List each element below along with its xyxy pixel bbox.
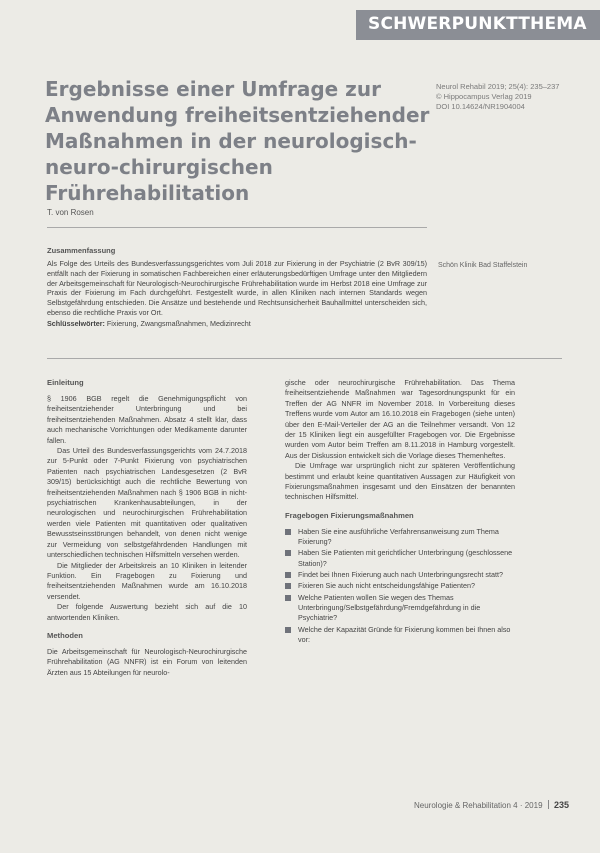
journal-name: Neurologie & Rehabilitation 4 · 2019 (414, 801, 543, 810)
list-item: Haben Sie eine ausführliche Verfahrensanweisung zum Thema Fixierung? (285, 527, 515, 547)
list-item: Fixieren Sie auch nicht entscheidungsfähige Patienten? (285, 581, 515, 591)
square-bullet-icon (285, 627, 291, 633)
section-label: SCHWERPUNKTTHEMA (368, 14, 587, 34)
doi-line: DOI 10.14624/NR1904004 (436, 102, 525, 111)
square-bullet-icon (285, 529, 291, 535)
abstract-heading: Zusammenfassung (47, 246, 116, 255)
list-item: Haben Sie Patienten mit gerichtlicher Unterbringung (geschlossene Station)? (285, 548, 515, 568)
intro-heading: Einleitung (47, 378, 84, 387)
keywords-label: Schlüsselwörter: (47, 318, 105, 328)
abstract-text: Als Folge des Urteils des Bundesverfassungsgerichtes vom Juli 2018 zur Fixierung in der Psychiatrie (2 BvR 309/15) entfällt nach der Fixierung in somatischen Fachbereichen einer erläuterungsbedürftigen Umfrage unter den Mitgliedern der Arbeitsgemeinschaft für Neurologisch-Neurochirurgische Frührehabilitation wurde im Herbst 2018 eine Umfrage zur Praxis der Fixierung im Fach durchgeführt. Festgestellt wurde, in allen Kliniken nach internen Standards wegen Selbstgefährdung entschieden. Die Ansätze und bestehende und Rechtsunsicherheit Bauhallmittel unterscheiden sich, ebenso die rechtliche Praxis vor Ort. (47, 259, 427, 317)
article-title: Ergebnisse einer Umfrage zur Anwendung freiheitsentziehender Maßnahmen in der neurologisch-neuro-chirurgischen Frührehabilitation (45, 77, 430, 205)
list-item: Findet bei Ihnen Fixierung auch nach Unterbringungsrecht statt? (285, 570, 515, 580)
affiliation-caption: Schön Klinik Bad Staffelstein (438, 262, 528, 269)
body-paragraph: gische oder neurochirurgische Frührehabilitation. Das Thema freiheitsentziehende Maßnahmen war Tagesordnungspunkt für ein Treffen der AG NNFR im November 2018. In Vorbereitung dieses Treffens wurde vom Autor am 16.10.2018 ein Fragebogen (siehe unten) über den E-Mail-Verteiler der AG an die Teilnehmer versandt. Von 12 der 15 Kliniken liegt ein ausgefüllter Fragebogen vor. Die Ergebnisse wurden vom Autor beim Treffen am 8.11.2018 in Hamburg vorgestellt. Aus der Diskussion entwickelt sich die Vorlage dieses Themenheftes. (285, 378, 515, 460)
divider (47, 358, 562, 359)
body-column-right (285, 378, 515, 646)
questionnaire-heading: Fragebogen Fixierungsmaßnahmen (285, 510, 414, 520)
square-bullet-icon (285, 595, 291, 601)
divider (47, 227, 427, 228)
footer-separator (548, 800, 549, 809)
body-column-left (47, 378, 247, 678)
body-paragraph: Das Urteil des Bundesverfassungsgerichts vom 24.7.2018 zur 5-Punkt oder 7-Punkt Fixierung von psychiatrischen Patienten nach psychiatrischen Landesgesetzen (2 BvR 309/15) berücksichtigt auch die rechtliche Bewertung von freiheitsentziehenden Maßnahmen nach § 1906 BGB in nicht-psychiatrischen Krankenhausabteilungen, in der neurologischen und neurochirurgischen Frührehabilitation werden viele Patienten mit quantitativen oder qualitativen Bewusstseinsstörungen behandelt, von denen nicht wenige zur Vermeidung von selbstgefährdenden Handlungen mit unterschiedlichen technischen Hilfsmitteln versehen werden. (47, 446, 247, 560)
body-paragraph: Die Umfrage war ursprünglich nicht zur späteren Veröffentlichung bestimmt und erlaubt keine quantitativen Aussagen zur Häufigkeit von Fixierungsmaßnahmen insgesamt und den Einsätzen der benannten technischen Hilfsmittel. (285, 461, 515, 502)
square-bullet-icon (285, 550, 291, 556)
page-footer (414, 800, 569, 810)
list-item: Welche der Kapazität Gründe für Fixierung kommen bei Ihnen also vor: (285, 625, 515, 645)
author-line: T. von Rosen (47, 208, 94, 217)
page-number: 235 (554, 800, 570, 810)
methods-heading: Methoden (47, 630, 83, 640)
body-paragraph: Die Arbeitsgemeinschaft für Neurologisch-Neurochirurgische Frührehabilitation (AG NNFR) ist ein Forum von leitenden Ärzten aus 15 Abteilungen für neurolo- (47, 646, 247, 677)
body-paragraph: Die Mitglieder der Arbeitskreis an 10 Kliniken in leitender Funktion. Ein Fragebogen zu Fixierung und freiheitsentziehenden Maßnahmen wurde am 16.10.2018 versendet. (47, 560, 247, 601)
square-bullet-icon (285, 583, 291, 589)
keywords-line (47, 319, 427, 329)
abstract-box (47, 246, 427, 329)
list-item: Welche Patienten wollen Sie wegen des Themas Unterbringung/Selbstgefährdung/Fremdgefährdung in die Psychiatrie? (285, 593, 515, 624)
section-banner (356, 10, 600, 40)
citation-line: Neurol Rehabil 2019; 25(4): 235–237 (436, 82, 560, 91)
body-paragraph: § 1906 BGB regelt die Genehmigungspflicht von freiheitsentziehender Unterbringung und bei freiheitsentziehenden Maßnahmen. Absatz 4 stellt klar, dass auch mechanische Vorrichtungen oder Medikamente darunter fallen. (47, 394, 247, 445)
copyright-line: © Hippocampus Verlag 2019 (436, 92, 532, 101)
questionnaire-list (285, 527, 515, 645)
square-bullet-icon (285, 572, 291, 578)
keywords-text: Fixierung, Zwangsmaßnahmen, Medizinrecht (106, 318, 251, 328)
article-meta (436, 82, 586, 112)
body-paragraph: Der folgende Auswertung bezieht sich auf die 10 antwortenden Kliniken. (47, 602, 247, 622)
